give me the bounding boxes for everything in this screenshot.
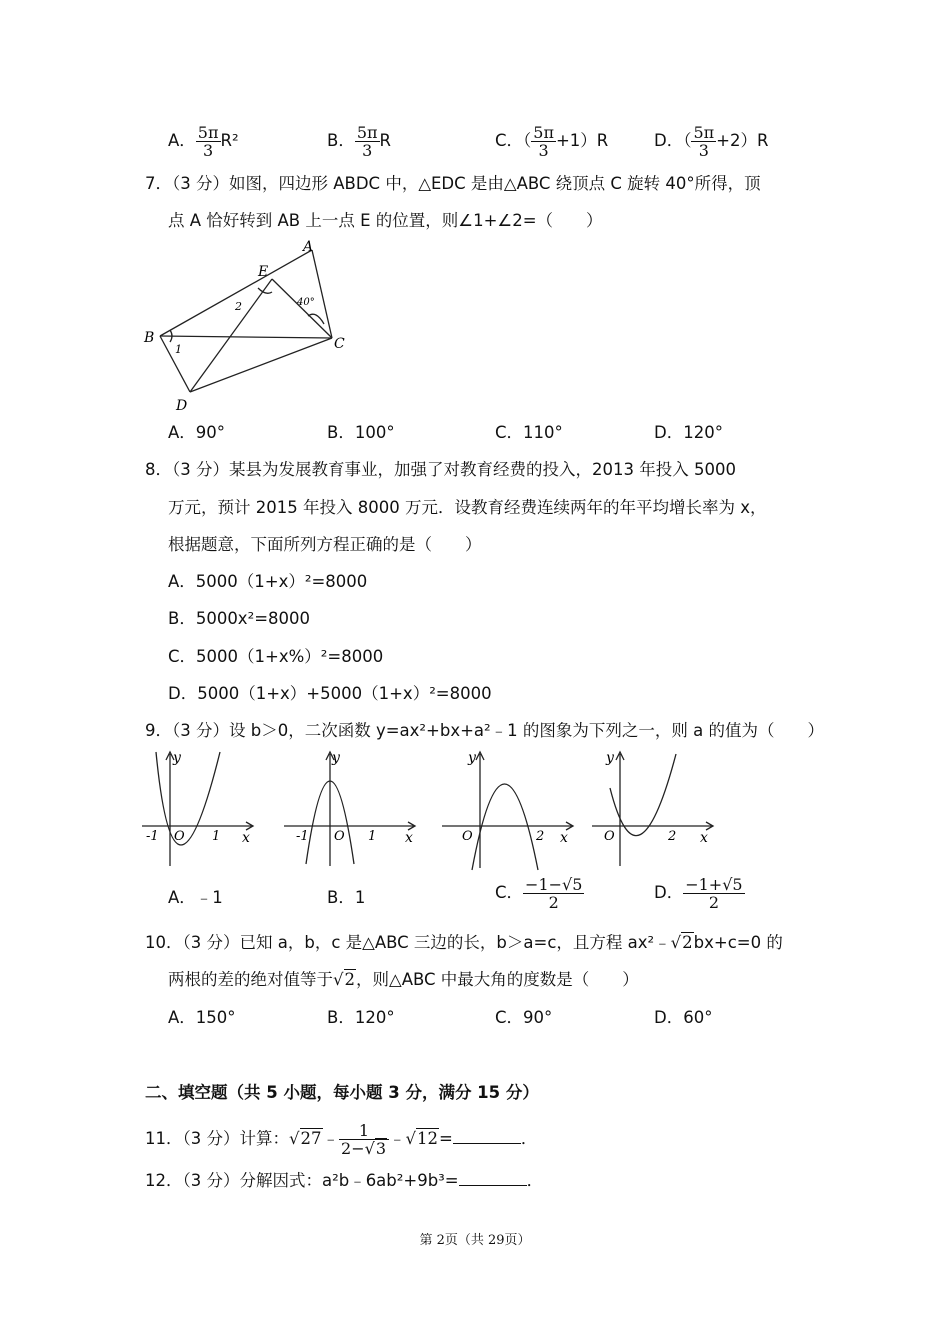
q10-option-c: C．90° [495, 1008, 553, 1027]
q9-option-c: C． $\frac{-1-√5}{2}$ [495, 875, 583, 912]
q9-line1: 9．（3 分）设 b＞0，二次函数 y=ax²+bx+a²﹣1 的图象为下列之一，则 a 的值为（ ） [145, 721, 824, 740]
q8-option-d: D．5000（1+x）+5000（1+x）²=8000 [168, 684, 492, 703]
label-e: E [258, 264, 269, 280]
q12-answer-blank[interactable] [459, 1171, 527, 1186]
label-b: B [144, 330, 155, 346]
q9-option-a: A．﹣1 [168, 888, 223, 907]
page-footer: 第 2页（共 29页） [419, 1233, 531, 1248]
q8-option-b: B．5000x²=8000 [168, 609, 311, 628]
root-right-label: 1 [368, 829, 377, 844]
origin-label: O [174, 829, 185, 844]
q7-option-c: C．110° [495, 423, 563, 442]
q8-line2: 万元，预计 2015 年投入 8000 万元．设教育经费连续两年的年平均增长率为 x， [168, 498, 767, 517]
q9-option-d: D． $\frac{-1+√5}{2}$ [654, 875, 743, 912]
q9-option-b: B．1 [327, 888, 366, 907]
origin-label: O [462, 829, 473, 844]
angle-2-label: 2 [235, 300, 242, 313]
y-axis-label: y [468, 750, 476, 766]
x-axis-label: x [700, 830, 708, 846]
label-a: A [303, 239, 314, 255]
q9-graph-a [140, 748, 260, 868]
angle-40-label: 40° [297, 297, 315, 308]
q7-line1: 7．（3 分）如图，四边形 ABDC 中，△EDC 是由△ABC 绕顶点 C 旋转 40°所得，顶 [145, 174, 761, 193]
y-axis-label: y [332, 750, 340, 766]
section-2-heading: 二、填空题（共 5 小题，每小题 3 分，满分 15 分） [145, 1083, 539, 1102]
q10-option-a: A．150° [168, 1008, 236, 1027]
label-d: D [176, 398, 188, 414]
q7-line2: 点 A 恰好转到 AB 上一点 E 的位置，则∠1+∠2=（ ） [168, 211, 603, 230]
q8-line3: 根据题意，下面所列方程正确的是（ ） [168, 535, 482, 554]
origin-label: O [604, 829, 615, 844]
label-c: C [334, 336, 345, 352]
q8-line1: 8．（3 分）某县为发展教育事业，加强了对教育经费的投入，2013 年投入 5000 [145, 460, 736, 479]
q10-option-d: D．60° [654, 1008, 713, 1027]
x-axis-label: x [242, 830, 250, 846]
origin-label: O [334, 829, 345, 844]
q7-option-b: B．100° [327, 423, 395, 442]
q6-option-d: D．（ $\frac{5\pi}{3}$ +2）R [654, 123, 769, 160]
q10-option-b: B．120° [327, 1008, 395, 1027]
q12: 12．（3 分）分解因式：a²b﹣6ab²+9b³= ． [145, 1171, 544, 1190]
q7-option-d: D．120° [654, 423, 723, 442]
q9-graph-d [590, 748, 720, 868]
q10-line2: 两根的差的绝对值等于√2，则△ABC 中最大角的度数是（ ） [168, 970, 639, 989]
q11: 11．（3 分）计算：√27﹣ $\frac{1}{2-√3}$ ﹣√12= ． [145, 1121, 538, 1158]
root-left-label: -1 [146, 829, 159, 844]
q6-option-c: C．（ $\frac{5\pi}{3}$ +1）R [495, 123, 609, 160]
x-axis-label: x [405, 830, 413, 846]
q6-option-a: A． $\frac{5\pi}{3}$ R² [168, 123, 239, 160]
q7-figure [140, 238, 360, 416]
q9-graph-c [440, 748, 580, 873]
q8-option-c: C．5000（1+x%）²=8000 [168, 647, 384, 666]
q11-answer-blank[interactable] [453, 1129, 521, 1144]
y-axis-label: y [606, 750, 614, 766]
q8-option-a: A．5000（1+x）²=8000 [168, 572, 368, 591]
q10-line1: 10．（3 分）已知 a，b，c 是△ABC 三边的长，b＞a=c，且方程 ax²﹣√2bx+c=0 的 [145, 933, 783, 952]
q7-option-a: A．90° [168, 423, 226, 442]
root-right-label: 1 [212, 829, 221, 844]
y-axis-label: y [173, 750, 181, 766]
q9-graph-b [282, 748, 422, 868]
x-axis-label: x [560, 830, 568, 846]
q6-option-b: B． $\frac{5\pi}{3}$ R [327, 123, 391, 160]
root-left-label: -1 [296, 829, 309, 844]
root-right-label: 2 [536, 829, 545, 844]
root-right-label: 2 [668, 829, 677, 844]
angle-1-label: 1 [175, 343, 182, 356]
